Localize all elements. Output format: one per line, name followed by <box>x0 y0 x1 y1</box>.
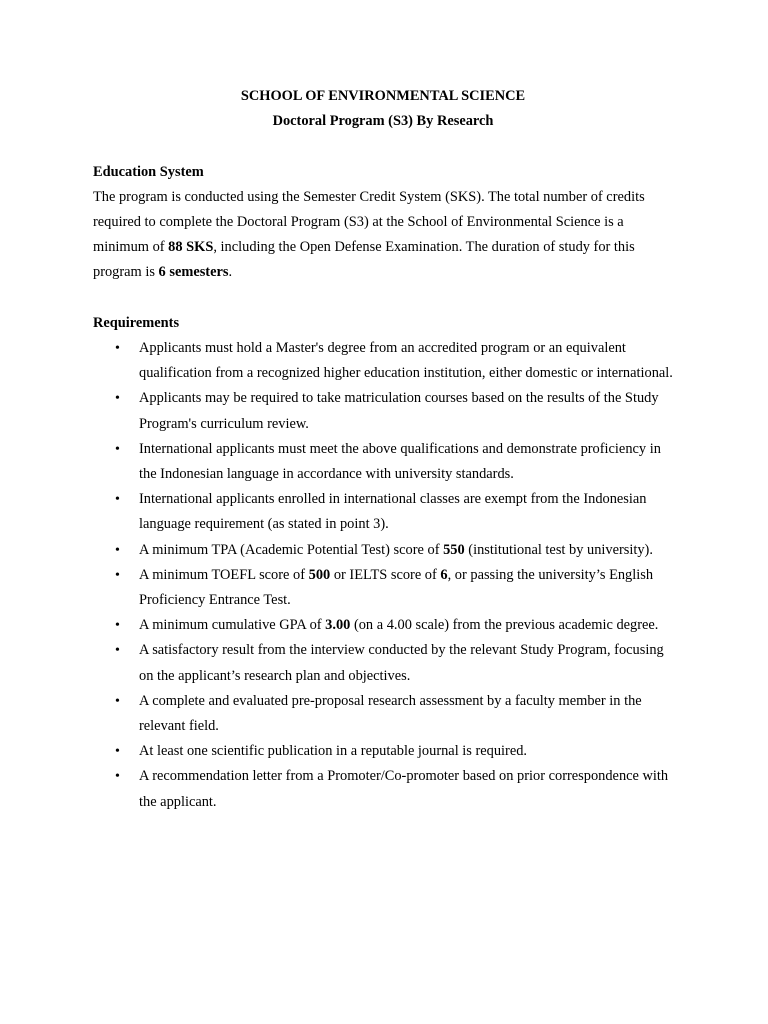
requirement-item <box>93 538 673 563</box>
requirement-item <box>93 487 673 537</box>
bullet-icon: • <box>115 744 120 760</box>
requirement-item <box>93 613 673 638</box>
requirement-item <box>93 764 673 814</box>
document-title: SCHOOL OF ENVIRONMENTAL SCIENCE <box>240 88 526 104</box>
bullet-icon: • <box>115 567 120 583</box>
requirement-text: Applicants must hold a Master's degree from an accredited program or an equivalent qualification from a recognized higher education institution, either domestic or international. <box>139 340 673 382</box>
requirement-text-mid: or IELTS score of <box>330 566 441 583</box>
requirements-heading: Requirements <box>93 314 180 331</box>
requirement-text-post: (institutional test by university). <box>464 541 653 558</box>
education-duration: 6 semesters <box>158 264 229 281</box>
bullet-icon: • <box>115 643 120 659</box>
education-text-1: The program is conducted using the Semester Credit System (SKS). The total number of credits required to complete the Doctoral Program (S3) at the School of Environmental Science is a minimum of <box>93 188 645 256</box>
education-system-heading: Education System <box>93 163 204 180</box>
bullet-icon: • <box>115 618 120 634</box>
requirement-item <box>93 739 673 764</box>
requirement-text: Applicants may be required to take matriculation courses based on the results of the Study Program's curriculum review. <box>139 390 659 432</box>
bullet-icon: • <box>115 441 120 457</box>
bullet-icon: • <box>115 391 120 407</box>
requirement-item <box>93 437 673 487</box>
requirement-text-pre: A minimum TPA (Academic Potential Test) score of <box>139 541 444 558</box>
bullet-icon: • <box>115 341 120 356</box>
document-subtitle: Doctoral Program (S3) By Research <box>272 113 494 130</box>
requirement-item <box>93 638 673 688</box>
bullet-icon: • <box>115 693 120 709</box>
requirement-text-post: , or passing the university’s English Proficiency Entrance Test. <box>139 566 654 609</box>
requirement-text: At least one scientific publication in a reputable journal is required. <box>139 743 528 760</box>
requirement-text: A recommendation letter from a Promoter/Co-promoter based on prior correspondence with the applicant. <box>139 768 669 810</box>
requirement-text: A complete and evaluated pre-proposal research assessment by a faculty member in the relevant field. <box>139 692 642 735</box>
toefl-score: 500 <box>308 566 331 583</box>
requirement-item <box>93 336 673 386</box>
requirements-list <box>93 336 673 815</box>
tpa-score: 550 <box>443 541 465 558</box>
gpa-score: 3.00 <box>325 617 351 634</box>
document-page <box>93 84 673 815</box>
spacer <box>93 286 673 311</box>
requirement-item <box>93 386 673 436</box>
education-text-3: . <box>228 264 233 281</box>
requirement-text: A satisfactory result from the interview conducted by the relevant Study Program, focusing on the applicant’s research plan and objectives. <box>139 642 664 684</box>
education-credits: 88 SKS <box>168 239 214 256</box>
bullet-icon: • <box>115 492 120 508</box>
bullet-icon: • <box>115 542 120 558</box>
ielts-score: 6 <box>440 566 448 583</box>
requirement-text: International applicants must meet the above qualifications and demonstrate proficiency in the Indonesian language in accordance with university standards. <box>139 440 661 483</box>
requirement-text-pre: A minimum cumulative GPA of <box>139 617 326 634</box>
requirement-text-post: (on a 4.00 scale) from the previous academic degree. <box>350 617 659 634</box>
requirement-item <box>93 689 673 739</box>
requirement-item <box>93 563 673 613</box>
education-system-paragraph <box>93 185 673 286</box>
bullet-icon: • <box>115 769 120 785</box>
requirement-text-pre: A minimum TOEFL score of <box>139 566 309 583</box>
requirement-text: International applicants enrolled in international classes are exempt from the Indonesian language requirement (as stated in point 3). <box>139 491 647 533</box>
spacer <box>93 134 673 159</box>
education-text-2: , including the Open Defense Examination. The duration of study for this program is <box>93 239 635 281</box>
